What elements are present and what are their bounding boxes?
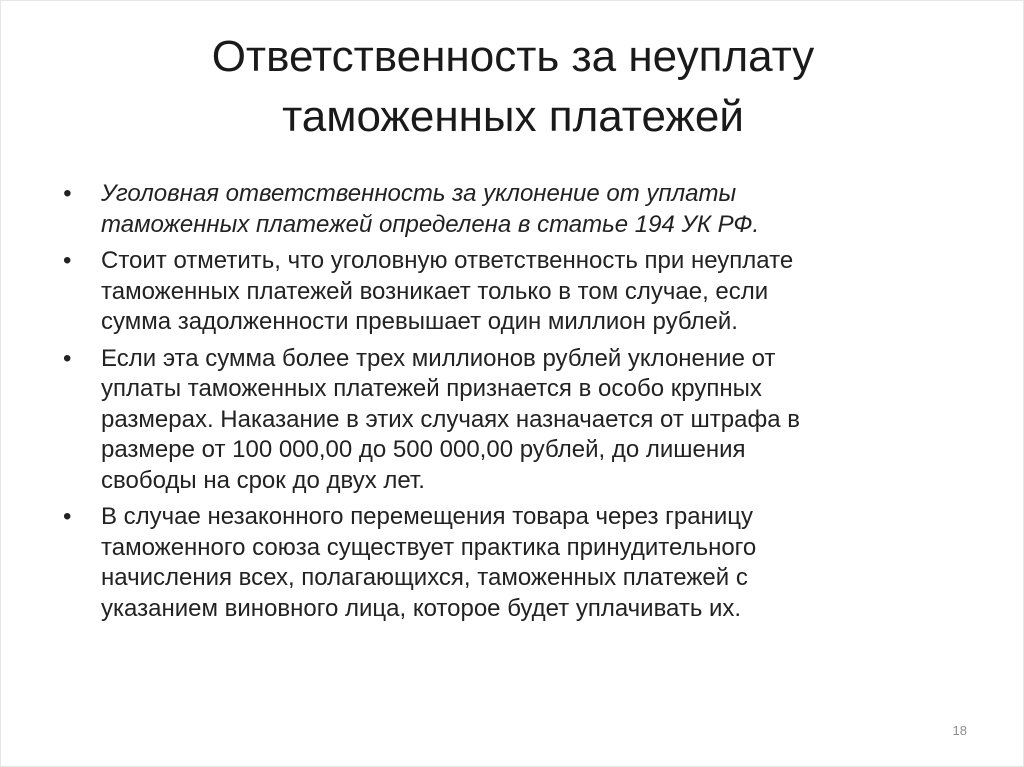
bullet-icon: • <box>63 180 72 207</box>
bullet-item <box>61 179 941 240</box>
bullet-icon: • <box>63 247 72 274</box>
bullet-item <box>61 344 941 497</box>
page-number: 18 <box>952 723 967 738</box>
bullet-line: уплаты таможенных платежей признается в особо крупных <box>101 375 762 402</box>
bullet-list <box>61 179 941 630</box>
bullet-text <box>101 502 941 624</box>
bullet-icon: • <box>63 503 72 530</box>
bullet-line: Уголовная ответственность за уклонение от уплаты <box>101 180 737 207</box>
bullet-item <box>61 502 941 624</box>
bullet-line: свободы на срок до двух лет. <box>101 466 425 494</box>
bullet-line: Стоит отметить, что уголовную ответственность при неуплате <box>101 247 794 274</box>
bullet-line: размерах. Наказание в этих случаях назначается от штрафа в <box>101 405 800 433</box>
bullet-line: таможенных платежей возникает только в том случае, если <box>101 277 769 305</box>
bullet-item <box>61 246 941 338</box>
bullet-line: Если эта сумма более трех миллионов рублей уклонение от <box>101 344 776 372</box>
slide-title <box>61 27 965 147</box>
bullet-line: таможенного союза существует практика принудительного <box>101 533 757 561</box>
title-line: таможенных платежей <box>282 92 744 141</box>
bullet-line: начисления всех, полагающихся, таможенных платежей с <box>101 564 748 591</box>
bullet-icon: • <box>63 344 72 372</box>
bullet-line: таможенных платежей определена в статье 194 УК РФ. <box>101 210 760 238</box>
bullet-line: В случае незаконного перемещения товара через границу <box>101 503 754 530</box>
bullet-text <box>101 179 941 240</box>
title-line: Ответственность за неуплату <box>211 32 815 81</box>
bullet-text <box>101 246 941 338</box>
bullet-text <box>101 344 941 497</box>
bullet-line: указанием виновного лица, которое будет уплачивать их. <box>101 594 742 622</box>
bullet-line: сумма задолженности превышает один миллион рублей. <box>101 308 738 335</box>
bullet-line: размере от 100 000,00 до 500 000,00 рублей, до лишения <box>101 436 746 463</box>
